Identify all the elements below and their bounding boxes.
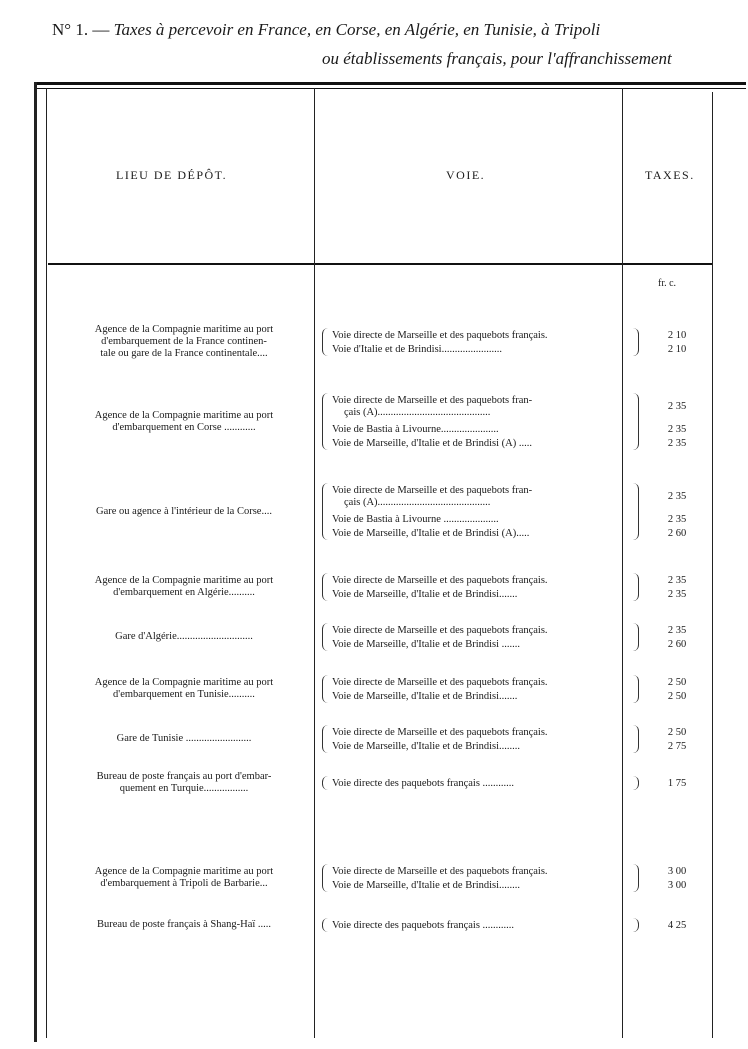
route-cell [332,677,632,689]
right-border [712,92,713,1038]
header-depot: LIEU DE DÉPÔT. [116,168,228,182]
tax-value: 2 35 [667,589,687,600]
brace-right [632,918,639,932]
route-cell [332,514,632,526]
tax-value: 2 35 [667,438,687,449]
brace-right [632,623,639,651]
top-rule [34,82,746,85]
tax-value: 2 50 [667,677,687,688]
route-cell [332,424,632,436]
depot-cell [50,631,318,643]
depot-line: d'embarquement en Algérie.......... [113,587,255,598]
depot-cell [50,410,318,434]
route-cell [332,330,632,342]
route-line: Voie directe de Marseille et des paquebots français. [332,625,548,636]
route-line: Voie de Bastia à Livourne ..................... [332,514,499,525]
route-cell [332,741,632,753]
depot-line: Agence de la Compagnie maritime au port [94,575,274,586]
route-line: Voie directe de Marseille et des paquebots français. [332,330,548,341]
depot-line: tale ou gare de la France continentale.... [100,348,268,359]
route-cell [332,639,632,651]
depot-line: Agence de la Compagnie maritime au port [94,866,274,877]
route-line: Voie de Marseille, d'Italie et de Brindisi (A) ..... [332,438,532,449]
depot-line: d'embarquement de la France continen- [101,336,267,347]
depot-line: Gare d'Algérie............................. [115,631,253,642]
brace-left [322,776,331,790]
route-line: Voie directe de Marseille et des paquebots fran- [332,395,533,406]
depot-line: d'embarquement en Corse ............ [112,421,256,433]
header-voie: VOIE. [446,168,486,182]
depot-line: Bureau de poste français à Shang-Haï ..... [96,919,272,930]
tax-value: 2 75 [667,741,687,752]
depot-line: Agence de la Compagnie maritime au port [94,677,274,688]
depot-line: Agence de la Compagnie maritime au port [94,324,274,335]
route-line: Voie de Bastia à Livourne...................... [332,424,499,435]
route-line: Voie directe de Marseille et des paquebots fran- [332,485,533,496]
brace-left [322,623,331,651]
tax-value: 2 60 [667,639,687,650]
brace-left [322,573,331,601]
route-cell [332,344,632,356]
column-divider-1 [314,88,315,1038]
tax-value: 2 50 [667,727,687,738]
route-line: Voie de Marseille, d'Italie et de Brindisi....... [332,589,518,600]
brace-right [632,483,639,540]
brace-left [322,328,331,356]
depot-cell [50,506,318,518]
brace-left [322,675,331,703]
route-cell [332,880,632,892]
depot-line: d'embarquement en Tunisie.......... [113,689,255,700]
depot-line: d'embarquement à Tripoli de Barbarie... [100,878,268,889]
title-line-2 [322,49,672,69]
route-cell [332,589,632,601]
depot-cell [50,771,318,795]
tax-value: 2 35 [667,401,687,412]
brace-right [632,328,639,356]
column-divider-2 [622,88,623,1038]
table-number: N° 1. — [52,20,110,39]
depot-line: Agence de la Compagnie maritime au port [94,409,274,421]
brace-right [632,864,639,892]
brace-left [322,483,331,540]
brace-right [632,776,639,790]
left-border-inner [46,88,47,1038]
route-cell [332,920,632,932]
brace-right [632,573,639,601]
route-cell [332,727,632,739]
depot-cell [50,677,318,701]
depot-line: Bureau de poste français au port d'embar- [96,771,272,782]
route-cell [332,691,632,703]
route-cell [332,528,632,540]
route-line: Voie directe de Marseille et des paquebots français. [332,866,548,877]
left-border [34,82,37,1042]
route-cell [332,485,632,509]
route-line: Voie de Marseille, d'Italie et de Brindisi (A)..... [332,528,530,539]
route-cell [332,575,632,587]
brace-left [322,864,331,892]
route-line: Voie d'Italie et de Brindisi....................... [332,344,502,355]
brace-right [632,725,639,753]
route-cell [332,778,632,790]
tax-value: 2 10 [667,330,687,341]
tax-value: 2 35 [667,575,687,586]
top-rule-thin [34,88,746,89]
tax-value: 2 10 [667,344,687,355]
route-cell [332,395,632,419]
depot-cell [50,919,318,931]
route-line: Voie directe des paquebots français ............ [332,778,515,789]
route-line: Voie directe de Marseille et des paquebots français. [332,575,548,586]
depot-cell [50,733,318,745]
brace-right [632,393,639,450]
depot-line: Gare ou agence à l'intérieur de la Corse.... [96,505,272,517]
route-line: Voie de Marseille, d'Italie et de Brindisi....... [332,691,518,702]
currency-unit: fr. c. [658,278,677,289]
title-text-1: Taxes à percevoir en France, en Corse, en Algérie, en Tunisie, à Tripoli [113,20,601,39]
route-line: Voie de Marseille, d'Italie et de Brindisi........ [332,880,521,891]
route-line: Voie directe des paquebots français ............ [332,920,515,931]
route-line: Voie de Marseille, d'Italie et de Brindisi ....... [332,639,521,650]
tax-value: 2 35 [667,491,687,502]
depot-cell [50,575,318,599]
brace-left [322,918,331,932]
tax-value: 2 35 [667,514,687,525]
route-line: Voie directe de Marseille et des paquebots français. [332,677,548,688]
brace-left [322,393,331,450]
route-line: çais (A)........................................... [344,497,491,508]
tax-value: 2 50 [667,691,687,702]
depot-cell [50,866,318,890]
tax-value: 2 35 [667,424,687,435]
route-line: çais (A)........................................... [344,407,491,418]
route-line: Voie de Marseille, d'Italie et de Brindisi........ [332,741,521,752]
depot-line: Gare de Tunisie ......................... [116,733,252,744]
tax-value: 2 60 [667,528,687,539]
title-line-1 [52,20,600,40]
tax-value: 2 35 [667,625,687,636]
route-cell [332,866,632,878]
depot-line: quement en Turquie................. [119,783,249,794]
depot-cell [50,324,318,360]
route-line: Voie directe de Marseille et des paquebots français. [332,727,548,738]
route-cell [332,625,632,637]
tax-value: 3 00 [667,880,687,891]
tax-value: 1 75 [667,778,687,789]
header-rule [48,263,713,265]
brace-left [322,725,331,753]
tax-value: 4 25 [667,920,687,931]
tax-value: 3 00 [667,866,687,877]
brace-right [632,675,639,703]
route-cell [332,438,632,450]
header-taxes: TAXES. [645,168,695,182]
title-text-2: ou établissements français, pour l'affranchissement [322,49,672,68]
